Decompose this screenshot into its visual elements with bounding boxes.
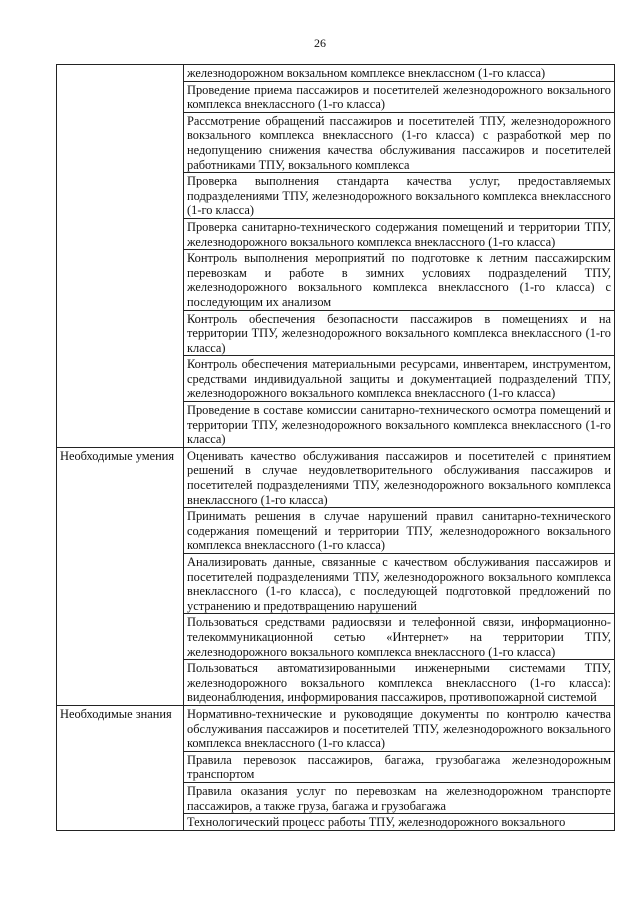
table-row <box>57 705 615 751</box>
requirement-text: Нормативно-технические и руководящие документы по контролю качества обслуживания пассажиров и посетителей ТПУ, железнодорожного вокзального комплекса внеклассного (1-го класса) <box>184 705 615 751</box>
requirement-text: Правила перевозок пассажиров, багажа, грузобагажа железнодорожным транспортом <box>184 751 615 782</box>
requirement-text: Контроль обеспечения безопасности пассажиров в помещениях и на территории ТПУ, железнодорожного вокзального комплекса внеклассного (1-го класса) <box>184 310 615 356</box>
requirement-text: Проверка выполнения стандарта качества услуг, предоставляемых подразделениями ТПУ, железнодорожного вокзального комплекса внеклассного (1-го класса) <box>184 173 615 219</box>
requirement-text: Проверка санитарно-технического содержания помещений и территории ТПУ, железнодорожного вокзального комплекса внеклассного (1-го класса) <box>184 218 615 249</box>
table-row <box>57 65 615 82</box>
requirement-text: Пользоваться автоматизированными инженерными системами ТПУ, железнодорожного вокзального комплекса внеклассного (1-го класса): видеонаблюдения, информирования пассажиров, противопожарной системой <box>184 660 615 706</box>
section-label: Необходимые знания <box>57 705 184 830</box>
requirement-text: Контроль обеспечения материальными ресурсами, инвентарем, инструментом, средствами индивидуальной защиты и документацией подразделений ТПУ, железнодорожного вокзального комплекса внеклассного (1-го класса) <box>184 356 615 402</box>
requirement-text: Оценивать качество обслуживания пассажиров и посетителей с принятием решений в случае неудовлетворительного обслуживания пассажиров и посетителей подразделениями ТПУ, железнодорожного вокзального комплекса внеклассного (1-го класса) <box>184 447 615 507</box>
requirement-text: Правила оказания услуг по перевозкам на железнодорожном транспорте пассажиров, а также груза, багажа и грузобагажа <box>184 782 615 813</box>
section-label: Необходимые умения <box>57 447 184 705</box>
requirement-text: Технологический процесс работы ТПУ, железнодорожного вокзального <box>184 814 615 831</box>
section-label <box>57 65 184 448</box>
requirement-text: Рассмотрение обращений пассажиров и посетителей ТПУ, железнодорожного вокзального комплекса внеклассного (1-го класса) с разработкой мер по недопущению снижения качества обслуживания пассажиров и посетителей работниками ТПУ, вокзального комплекса <box>184 112 615 172</box>
requirement-text: Пользоваться средствами радиосвязи и телефонной связи, информационно-телекоммуникационной сетью «Интернет» на территории ТПУ, железнодорожного вокзального комплекса внеклассного (1-го класса) <box>184 614 615 660</box>
table-body <box>57 65 615 831</box>
requirement-text: Проведение приема пассажиров и посетителей железнодорожного вокзального комплекса внеклассного (1-го класса) <box>184 81 615 112</box>
page-number: 26 <box>314 36 326 50</box>
requirement-text: железнодорожном вокзальном комплексе внеклассном (1-го класса) <box>184 65 615 82</box>
table-row <box>57 447 615 507</box>
requirement-text: Проведение в составе комиссии санитарно-технического осмотра помещений и территории ТПУ, железнодорожного вокзального комплекса внеклассного (1-го класса) <box>184 402 615 448</box>
requirement-text: Анализировать данные, связанные с качеством обслуживания пассажиров и посетителей подразделениями ТПУ, железнодорожного вокзального комплекса внеклассного (1-го класса), с последующей подготовкой предложений по устранению и предотвращению нарушений <box>184 554 615 614</box>
requirement-text: Принимать решения в случае нарушений правил санитарно-технического содержания помещений и территории ТПУ, железнодорожного вокзального комплекса внеклассного (1-го класса) <box>184 508 615 554</box>
requirement-text: Контроль выполнения мероприятий по подготовке к летним пассажирским перевозкам и работе в зимних условиях подразделений ТПУ, железнодорожного вокзального комплекса внеклассного (1-го класса) с последующим их анализом <box>184 250 615 310</box>
requirements-table <box>56 64 615 831</box>
